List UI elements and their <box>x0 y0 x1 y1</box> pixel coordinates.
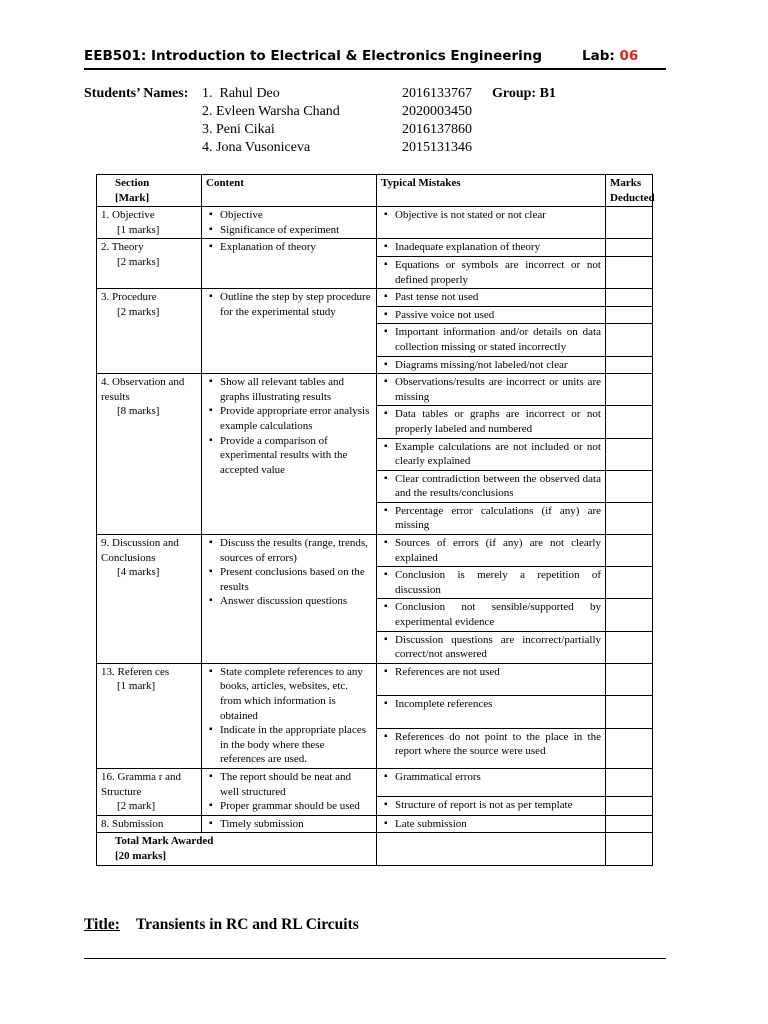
section-name: 4. Observation and results <box>101 376 185 403</box>
table-row <box>97 239 653 257</box>
header-mistakes: Typical Mistakes <box>377 175 606 207</box>
marking-rubric-table <box>96 174 653 866</box>
mistake-cell <box>377 502 606 534</box>
mistake-item: ▪ Inadequate explanation of theory <box>381 240 601 255</box>
group-label: Group: B1 <box>492 86 556 101</box>
mistake-cell <box>377 207 606 239</box>
mistake-cell <box>377 768 606 796</box>
content-item: ▪ Explanation of theory <box>206 240 372 255</box>
content-item: ▪ Objective <box>206 208 372 223</box>
mistake-item: ▪ Important information and/or details on data collection missing or stated incorrectly <box>381 325 601 354</box>
total-label-cell <box>97 833 377 865</box>
table-row <box>97 374 653 406</box>
student-id: 2020003450 <box>402 104 472 119</box>
student-id: 2015131346 <box>402 140 472 155</box>
content-item: ▪ Outline the step by step procedure for the experimental study <box>206 290 372 319</box>
marks-deducted-cell[interactable] <box>606 239 653 257</box>
divider <box>84 958 666 959</box>
student-name-text: Peni Cikai <box>216 122 275 137</box>
content-item: ▪ Discuss the results (range, trends, sources of errors) <box>206 536 372 565</box>
marks-deducted-cell[interactable] <box>606 567 653 599</box>
content-cell <box>202 815 377 833</box>
header-deducted-text: Deducted <box>610 191 655 204</box>
mistake-item: ▪ Data tables or graphs are incorrect or not properly labeled and numbered <box>381 407 601 436</box>
content-cell <box>202 239 377 289</box>
section-mark: [4 marks] <box>117 566 160 579</box>
mistake-item: ▪ Discussion questions are incorrect/partially correct/not answered <box>381 633 601 662</box>
mistake-cell <box>377 289 606 307</box>
student-number: 2. <box>202 104 213 119</box>
student-name <box>202 122 275 138</box>
section-cell <box>97 663 202 768</box>
mistake-cell <box>377 239 606 257</box>
header-section <box>97 175 202 207</box>
mistake-item: ▪ Objective is not stated or not clear <box>381 208 601 223</box>
report-title <box>84 916 359 934</box>
section-mark: [2 mark] <box>117 800 156 813</box>
section-mark: [2 marks] <box>117 255 160 268</box>
content-item: ▪ Proper grammar should be used <box>206 799 372 814</box>
student-id: 2016137860 <box>402 122 472 137</box>
mistake-cell <box>377 356 606 374</box>
table-row <box>97 207 653 239</box>
marks-deducted-cell[interactable] <box>606 768 653 796</box>
students-label: Students’ Names: <box>84 86 189 101</box>
mistake-item: ▪ Observations/results are incorrect or units are missing <box>381 375 601 404</box>
content-cell <box>202 663 377 768</box>
mistake-cell <box>377 599 606 631</box>
section-name: 1. Objective <box>101 209 155 222</box>
section-cell <box>97 207 202 239</box>
total-marks-awarded-cell[interactable] <box>606 833 653 865</box>
section-name: 3. Procedure <box>101 291 157 304</box>
section-cell <box>97 535 202 664</box>
section-cell <box>97 289 202 374</box>
section-cell <box>97 815 202 833</box>
mistake-item: ▪ Equations or symbols are incorrect or not defined properly <box>381 258 601 287</box>
marks-deducted-cell[interactable] <box>606 324 653 356</box>
student-row <box>84 104 684 122</box>
section-cell <box>97 239 202 289</box>
header-marks <box>606 175 653 207</box>
content-item: ▪ Provide a comparison of experimental results with the accepted value <box>206 434 372 478</box>
marks-deducted-cell[interactable] <box>606 438 653 470</box>
marks-deducted-cell[interactable] <box>606 696 653 728</box>
mistake-cell <box>377 796 606 815</box>
page-header <box>84 46 666 70</box>
student-name <box>202 86 280 102</box>
marks-deducted-cell[interactable] <box>606 207 653 239</box>
student-id: 2016133767 <box>402 86 472 101</box>
student-name-text: Evleen Warsha Chand <box>216 104 340 119</box>
total-marks: [20 marks] <box>115 849 167 862</box>
header-marks-text: Marks <box>610 177 642 189</box>
marks-deducted-cell[interactable] <box>606 374 653 406</box>
marks-deducted-cell[interactable] <box>606 256 653 288</box>
section-name: 2. Theory <box>101 241 144 254</box>
student-row <box>84 86 684 104</box>
content-item: ▪ Provide appropriate error analysis example calculations <box>206 404 372 433</box>
mistake-item: ▪ Incomplete references <box>381 697 601 712</box>
content-item: ▪ State complete references to any books, articles, websites, etc. from which information is obtained <box>206 665 372 723</box>
mistake-item: ▪ Grammatical errors <box>381 770 601 785</box>
mistake-item: ▪ Passive voice not used <box>381 308 601 323</box>
student-number: 4. <box>202 140 213 155</box>
mistake-cell <box>377 406 606 438</box>
content-item: ▪ Show all relevant tables and graphs illustrating results <box>206 375 372 404</box>
lab-number: 06 <box>619 48 639 64</box>
total-row <box>97 833 653 865</box>
mistake-cell <box>377 470 606 502</box>
mistake-item: ▪ Sources of errors (if any) are not clearly explained <box>381 536 601 565</box>
marks-deducted-cell[interactable] <box>606 815 653 833</box>
student-number: 1. <box>202 86 213 101</box>
section-name: 9. Discussion and Conclusions <box>101 537 179 564</box>
section-name: 16. Gramma r and Structure <box>101 770 182 798</box>
table-row <box>97 535 653 567</box>
marks-deducted-cell[interactable] <box>606 535 653 567</box>
mistake-item: ▪ Example calculations are not included or not clearly explained <box>381 440 601 469</box>
marks-deducted-cell[interactable] <box>606 470 653 502</box>
table-row <box>97 768 653 796</box>
mistake-item: ▪ Percentage error calculations (if any) are missing <box>381 504 601 533</box>
lab-label <box>582 48 638 64</box>
mistake-cell <box>377 324 606 356</box>
header-section-text: Section <box>115 177 150 189</box>
mistake-item: ▪ Conclusion not sensible/supported by experimental evidence <box>381 600 601 629</box>
title-text: Transients in RC and RL Circuits <box>135 916 359 933</box>
mistake-cell <box>377 306 606 324</box>
mistake-cell <box>377 535 606 567</box>
table-header-row <box>97 175 653 207</box>
student-name <box>202 140 310 156</box>
content-item: ▪ Answer discussion questions <box>206 594 372 609</box>
total-mistake-cell <box>377 833 606 865</box>
mistake-item: ▪ Conclusion is merely a repetition of discussion <box>381 568 601 597</box>
section-name: 8. Submission <box>101 817 164 830</box>
marks-deducted-cell[interactable] <box>606 728 653 768</box>
marks-deducted-cell[interactable] <box>606 306 653 324</box>
mistake-cell <box>377 631 606 663</box>
section-cell <box>97 768 202 815</box>
mistake-cell <box>377 663 606 695</box>
total-label: Total Mark Awarded <box>115 835 214 848</box>
mistake-item: ▪ Diagrams missing/not labeled/not clear <box>381 358 601 373</box>
section-mark: [2 marks] <box>117 305 160 318</box>
section-cell <box>97 374 202 535</box>
student-row <box>84 140 684 158</box>
content-cell <box>202 289 377 374</box>
lab-label-text: Lab: <box>582 48 615 64</box>
mistake-item: ▪ Structure of report is not as per template <box>381 798 601 813</box>
student-name <box>202 104 340 120</box>
header-section-mark: [Mark] <box>115 191 150 204</box>
student-name-text: Rahul Deo <box>219 86 280 101</box>
mistake-item: ▪ Clear contradiction between the observed data and the results/conclusions <box>381 472 601 501</box>
mistake-item: ▪ References are not used <box>381 665 601 680</box>
content-cell <box>202 535 377 664</box>
mistake-cell <box>377 815 606 833</box>
marks-deducted-cell[interactable] <box>606 289 653 307</box>
content-item: ▪ Significance of experiment <box>206 223 372 238</box>
mistake-cell <box>377 438 606 470</box>
title-label: Title: <box>84 916 120 933</box>
table-row <box>97 815 653 833</box>
content-item: ▪ Present conclusions based on the results <box>206 565 372 594</box>
content-item: ▪ Indicate in the appropriate places in the body where these references are used. <box>206 723 372 767</box>
mistake-item: ▪ References do not point to the place in the report where the source were used <box>381 730 601 759</box>
table-row <box>97 663 653 695</box>
mistake-item: ▪ Past tense not used <box>381 290 601 305</box>
marks-deducted-cell[interactable] <box>606 599 653 631</box>
mistake-cell <box>377 374 606 406</box>
marks-deducted-cell[interactable] <box>606 663 653 695</box>
content-cell <box>202 768 377 815</box>
mistake-item: ▪ Late submission <box>381 817 601 832</box>
content-item: ▪ The report should be neat and well structured <box>206 770 372 799</box>
student-row <box>84 122 684 140</box>
mistake-cell <box>377 728 606 768</box>
marks-deducted-cell[interactable] <box>606 796 653 815</box>
mistake-cell <box>377 256 606 288</box>
marks-deducted-cell[interactable] <box>606 406 653 438</box>
mistake-cell <box>377 567 606 599</box>
content-cell <box>202 207 377 239</box>
header-content: Content <box>202 175 377 207</box>
table-row <box>97 289 653 307</box>
student-name-text: Jona Vusoniceva <box>216 140 311 155</box>
marks-deducted-cell[interactable] <box>606 631 653 663</box>
marks-deducted-cell[interactable] <box>606 502 653 534</box>
content-cell <box>202 374 377 535</box>
section-mark: [8 marks] <box>117 405 160 418</box>
mistake-cell <box>377 696 606 728</box>
section-mark: [1 marks] <box>117 223 160 236</box>
marks-deducted-cell[interactable] <box>606 356 653 374</box>
section-mark: [1 mark] <box>117 680 156 693</box>
course-title: EEB501: Introduction to Electrical & Electronics Engineering <box>84 48 543 64</box>
content-item: ▪ Timely submission <box>206 817 372 832</box>
student-number: 3. <box>202 122 213 137</box>
section-name: 13. Referen ces <box>101 665 170 678</box>
